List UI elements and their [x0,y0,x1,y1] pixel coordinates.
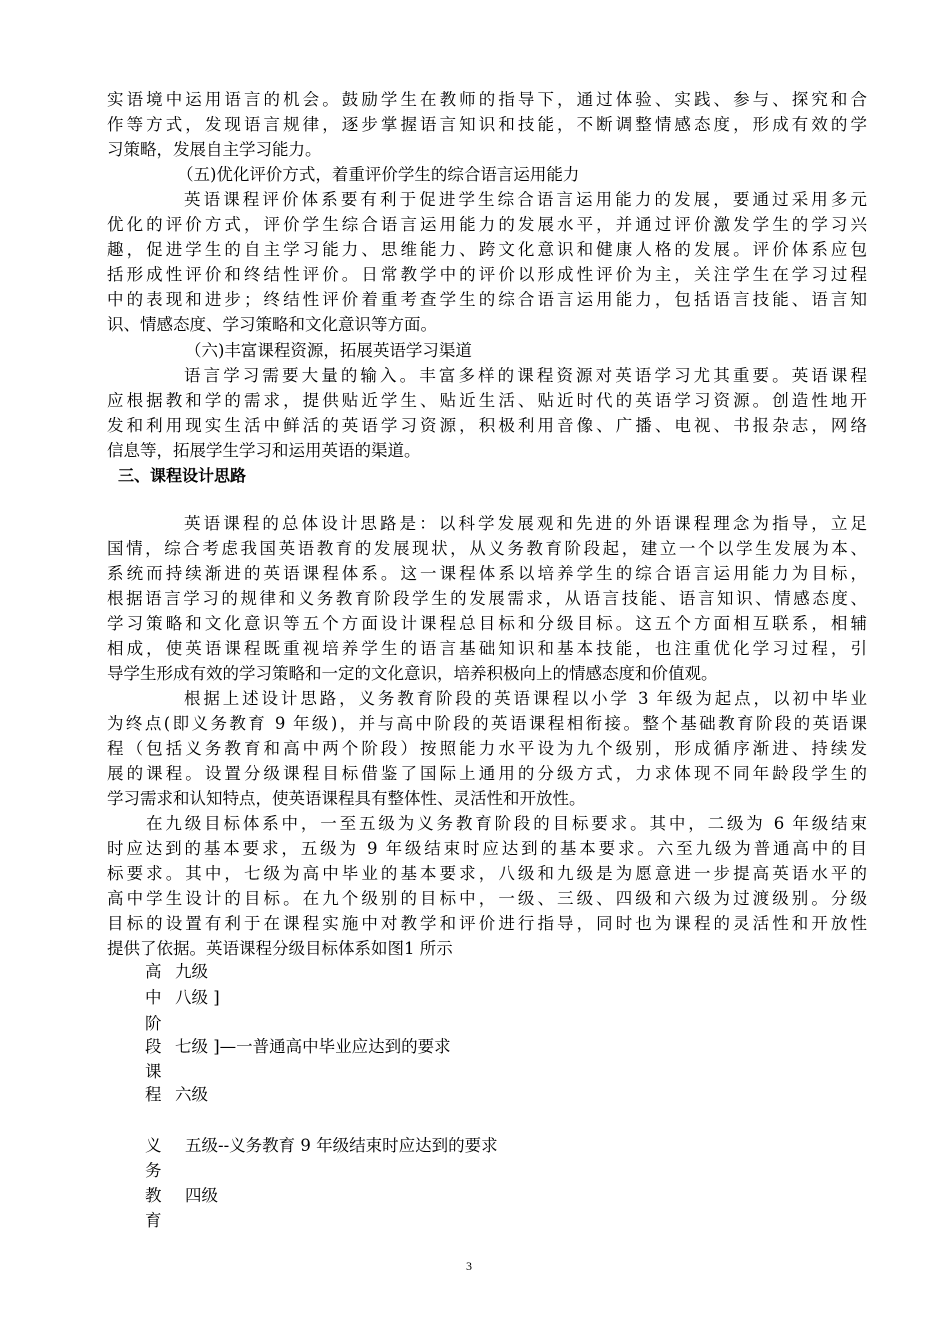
stage-label-char: 高 [145,962,162,981]
paragraph-line: 实语境中运用语言的机会。鼓励学生在教师的指导下，通过体验、实践、参与、探究和合 [107,90,867,109]
paragraph-line: 在九级目标体系中，一至五级为义务教育阶段的目标要求。其中，二级为 6 年级结束 [146,814,867,833]
paragraph-line: 语言学习需要大量的输入。丰富多样的课程资源对英语学习尤其重要。英语课程 [184,366,867,385]
paragraph-line: 时应达到的基本要求，五级为 9 年级结束时应达到的基本要求。六至九级为普通高中的目 [107,839,867,858]
paragraph-line: 目标的设置有利于在课程实施中对教学和评价进行指导，同时也为课程的灵活性和开放性 [107,914,867,933]
stage-label-char: 务 [145,1161,162,1180]
paragraph-line: 为终点(即义务教育 9 年级)，并与高中阶段的英语课程相衔接。整个基础教育阶段的英语课 [107,714,867,733]
paragraph-line: 系统而持续渐进的英语课程体系。这一课程体系以培养学生的综合语言运用能力为目标， [107,564,867,583]
paragraph-line: 学习策略和文化意识等五个方面设计课程总目标和分级目标。这五个方面相互联系，相辅 [107,614,867,633]
paragraph-line: 程（包括义务教育和高中两个阶段）按照能力水平设为九个级别，形成循序渐进、持续发 [107,739,867,758]
paragraph-line: 信息等，拓展学生学习和运用英语的渠道。 [107,441,421,460]
paragraph-line: 优化的评价方式，评价学生综合语言运用能力的发展水平，并通过评价激发学生的学习兴 [107,215,867,234]
paragraph-line: 高中学生设计的目标。在九个级别的目标中，一级、三级、四级和六级为过渡级别。分级 [107,889,867,908]
paragraph-line: 应根据教和学的需求，提供贴近学生、贴近生活、贴近时代的英语学习资源。创造性地开 [107,391,867,410]
paragraph-line: 学习需求和认知特点，使英语课程具有整体性、灵活性和开放性。 [107,789,586,808]
stage-label-char: 育 [145,1211,162,1230]
level-item: 八级 ] [175,988,220,1007]
paragraph-line: 习策略，发展自主学习能力。 [107,140,322,159]
section-title: （五)优化评价方式，着重评价学生的综合语言运用能力 [177,165,580,184]
paragraph-line: 根据语言学习的规律和义务教育阶段学生的发展需求，从语言技能、语言知识、情感态度、 [107,589,867,608]
stage-label-char: 课 [145,1062,162,1081]
paragraph-line: 中的表现和进步；终结性评价着重考查学生的综合语言运用能力，包括语言技能、语言知 [107,290,867,309]
level-item: 六级 [175,1085,208,1104]
stage-label-char: 阶 [145,1014,162,1033]
paragraph-line: 识、情感态度、学习策略和文化意识等方面。 [107,315,437,334]
paragraph-line: 根据上述设计思路，义务教育阶段的英语课程以小学 3 年级为起点，以初中毕业 [184,689,867,708]
paragraph-line: 提供了依据。英语课程分级目标体系如图1 所示 [107,939,453,958]
stage-label-char: 程 [145,1085,162,1104]
section-title: （六)丰富课程资源，拓展英语学习渠道 [185,341,472,360]
level-item: 四级 [185,1186,218,1205]
stage-label-char: 义 [145,1136,162,1155]
level-item: 五级--义务教育 9 年级结束时应达到的要求 [185,1136,498,1155]
stage-label-char: 教 [145,1186,162,1205]
stage-label-char: 中 [145,988,162,1007]
paragraph-line: 相成，使英语课程既重视培养学生的语言基础知识和基本技能，也注重优化学习过程，引 [107,639,867,658]
paragraph-line: 英语课程评价体系要有利于促进学生综合语言运用能力的发展，要通过采用多元 [184,190,867,209]
paragraph-line: 发和利用现实生活中鲜活的英语学习资源，积极利用音像、广播、电视、书报杂志，网络 [107,416,867,435]
paragraph-line: 展的课程。设置分级课程目标借鉴了国际上通用的分级方式，力求体现不同年龄段学生的 [107,764,867,783]
section-heading: 三、课程设计思路 [118,466,247,485]
paragraph-line: 趣，促进学生的自主学习能力、思维能力、跨文化意识和健康人格的发展。评价体系应包 [107,240,867,259]
paragraph-line: 英语课程的总体设计思路是：以科学发展观和先进的外语课程理念为指导，立足 [184,514,867,533]
paragraph-line: 导学生形成有效的学习策略和一定的文化意识，培养积极向上的情感态度和价值观。 [107,664,718,683]
level-item: 九级 [175,962,208,981]
page-number: 3 [466,1259,472,1273]
paragraph-line: 标要求。其中，七级为高中毕业的基本要求，八级和九级是为愿意进一步提高英语水平的 [107,864,867,883]
paragraph-line: 括形成性评价和终结性评价。日常教学中的评价以形成性评价为主，关注学生在学习过程 [107,265,867,284]
stage-label-char: 段 [145,1037,162,1056]
level-item: 七级 ]—一普通高中毕业应达到的要求 [175,1037,451,1056]
paragraph-line: 作等方式，发现语言规律，逐步掌握语言知识和技能，不断调整情感态度，形成有效的学 [107,115,867,134]
paragraph-line: 国情，综合考虑我国英语教育的发展现状，从义务教育阶段起，建立一个以学生发展为本、 [107,539,867,558]
